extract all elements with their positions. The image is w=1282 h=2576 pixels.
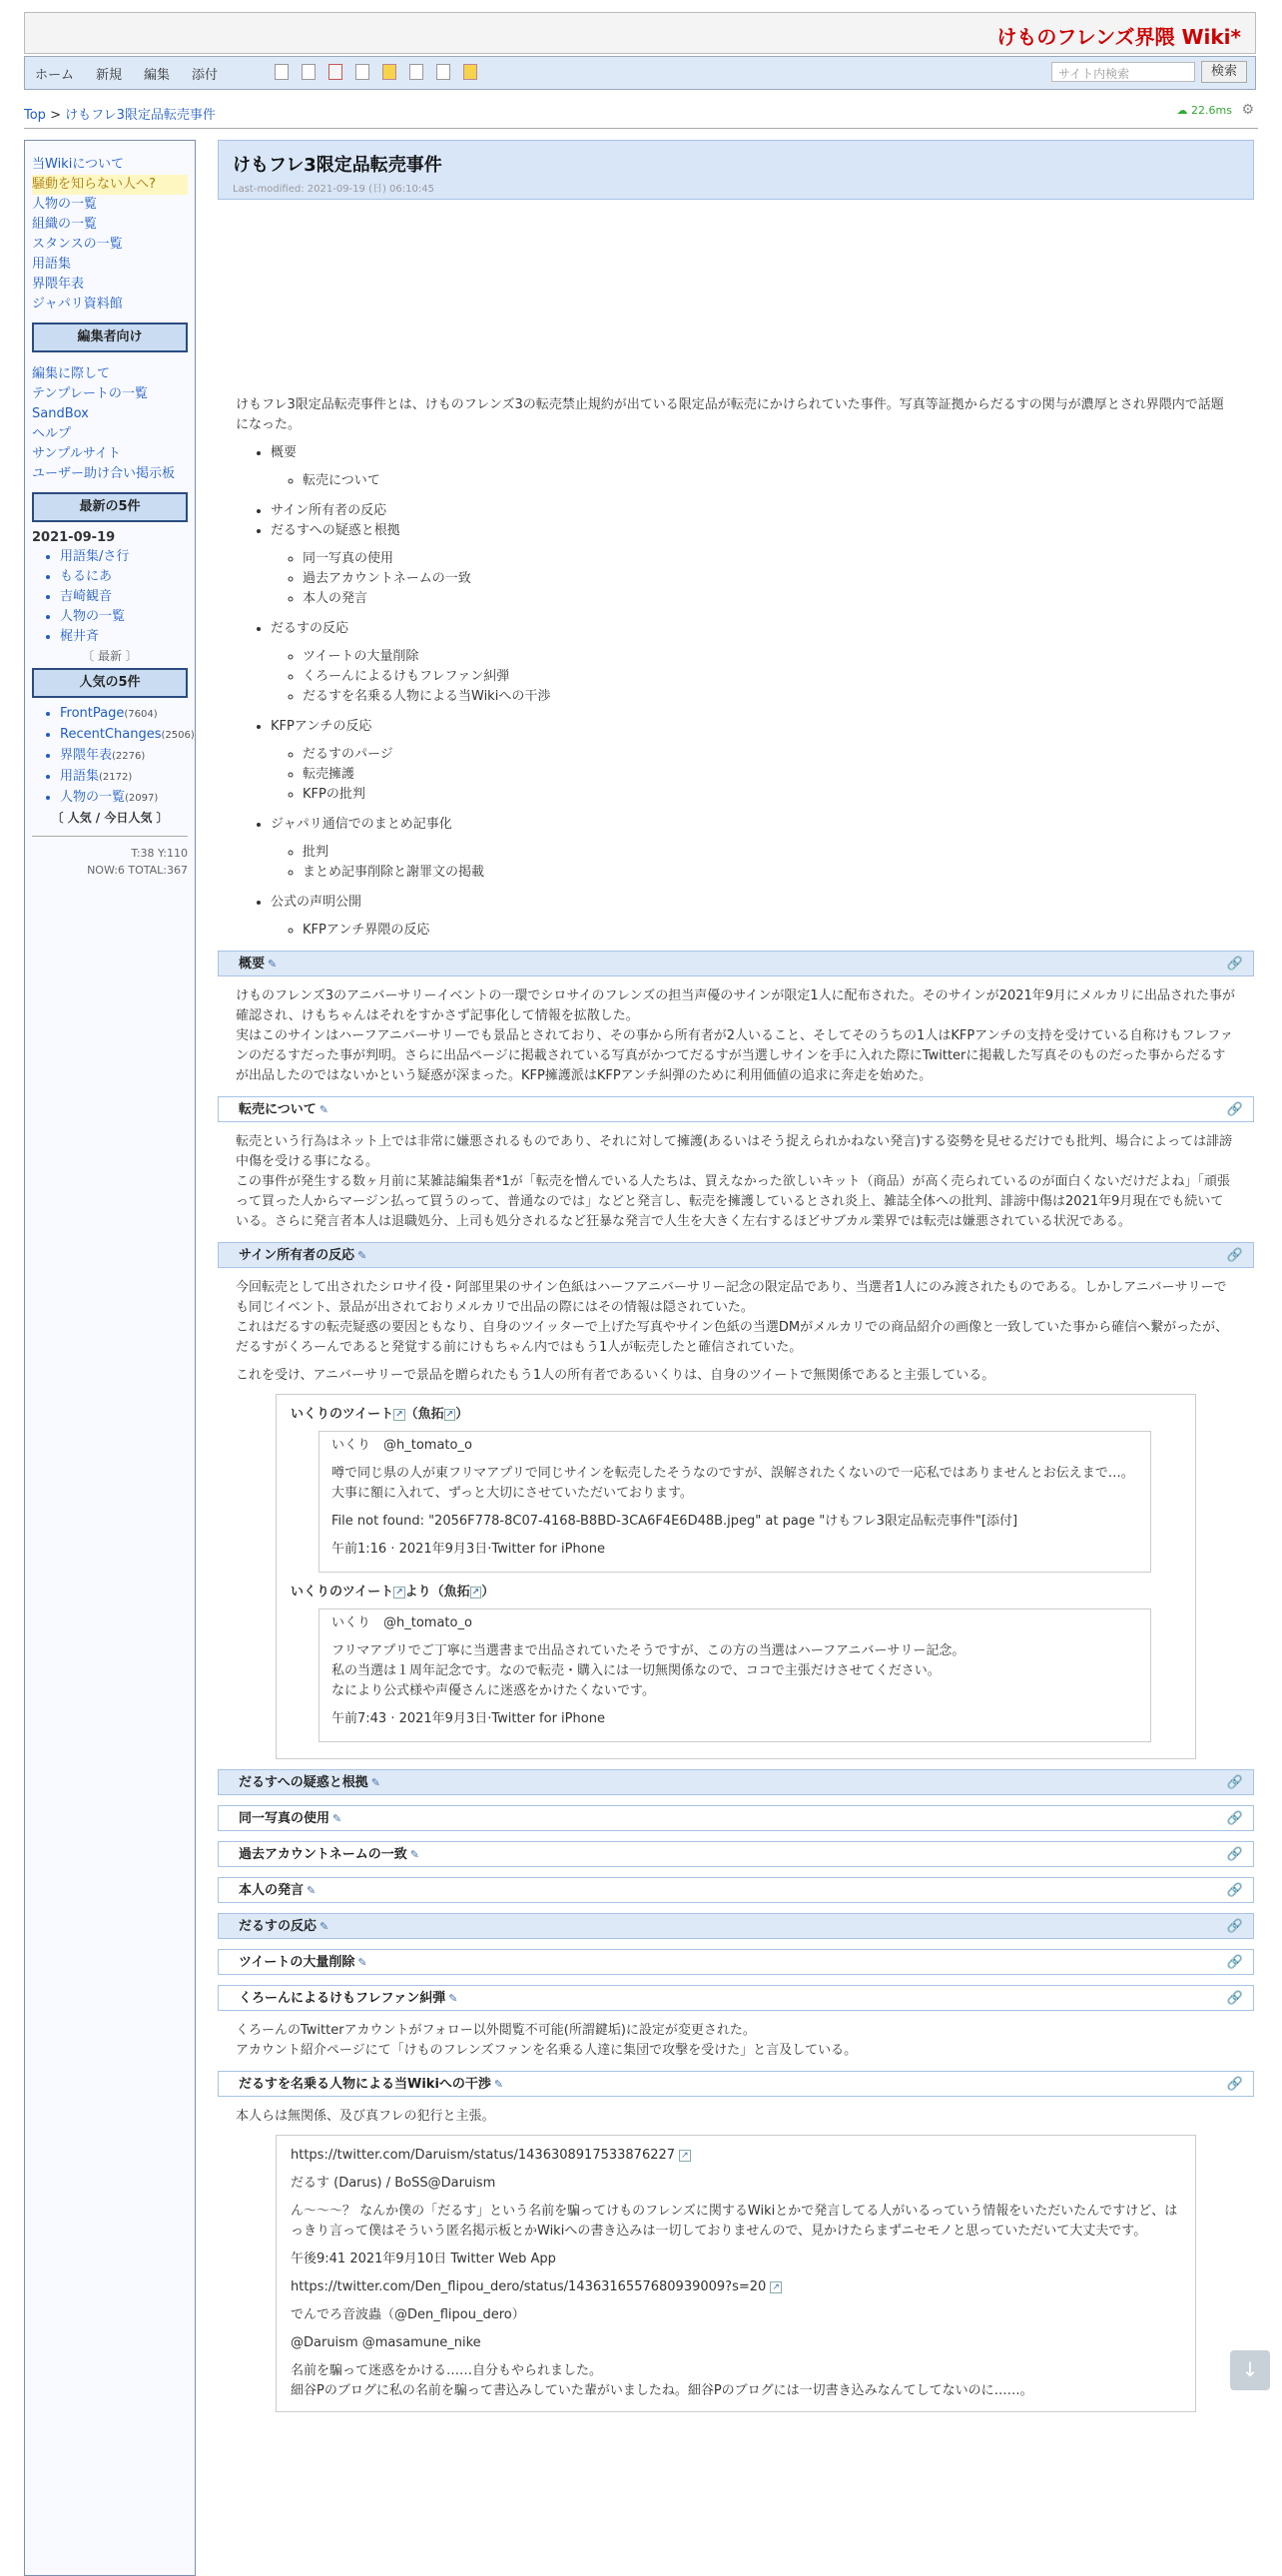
main-nav xyxy=(35,64,218,83)
sidebar-link-glossary[interactable]: 用語集 xyxy=(32,257,72,272)
section-heading: 概要 ✎ 🔗 xyxy=(218,951,1254,976)
tweet-text: 噂で同じ県の人が東フリマアプリで同じサインを転売したそうなのですが、誤解されたくないので一応私ではありませんとお伝えまで…。 xyxy=(331,1466,1134,1481)
toc-subitem[interactable]: ◦ 転売について xyxy=(303,471,1236,491)
edit-icon[interactable]: ✎ xyxy=(332,1812,342,1825)
edit-icon[interactable]: ✎ xyxy=(268,958,278,970)
anchor-link-icon[interactable]: 🔗 xyxy=(1226,1811,1243,1826)
list-item[interactable]: • 用語集(2172) xyxy=(60,767,188,788)
ad-space xyxy=(218,200,1254,395)
list-item[interactable]: • 吉崎観音 xyxy=(60,587,188,607)
page-title: けもフレ3限定品転売事件 xyxy=(233,155,442,176)
section-heading: くろーんによるけもフレファン糾弾 ✎ 🔗 xyxy=(218,1985,1254,2011)
article-body xyxy=(218,395,1254,2412)
list-item[interactable]: • 界隈年表(2276) xyxy=(60,746,188,767)
list-item[interactable]: • 梶井斉 xyxy=(60,627,188,647)
sidebar-link-orgs[interactable]: 組織の一覧 xyxy=(32,217,98,232)
copy-icon[interactable] xyxy=(409,64,423,80)
sidebar-link-editing[interactable]: 編集に際して xyxy=(32,366,111,381)
section-heading: だるすへの疑惑と根拠 ✎ 🔗 xyxy=(218,1769,1254,1795)
section-heading: だるすを名乗る人物による当Wikiへの干渉 ✎ 🔗 xyxy=(218,2071,1254,2097)
tweet-text: ん～～～？ なんか僕の「だるす」という名前を騙ってけものフレンズに関するWikiとかで発言してる人がいるっていう情報をいただいたんですけど、はっきり言って僕はそういう匿名掲示板とかWikiへの書き込みは一切しておりませんので、見かけたらまずニセモノと思っていただいて大丈夫です。 xyxy=(291,2204,1178,2239)
tweet-text: 私の当選は１周年記念です。なので転売・購入には一切無関係なので、ココで主張だけさせてください。 xyxy=(331,1663,941,1678)
toc-item[interactable]: • KFPアンチの反応 ◦ だるすのパージ ◦ 転売擁護 ◦ KFPの批判 xyxy=(271,717,1236,805)
perf-time: ☁ 22.6ms xyxy=(1176,104,1232,117)
paragraph: くろーんのTwitterアカウントがフォロー以外閲覧不可能(所謂鍵垢)に設定が変更された。 xyxy=(236,2023,756,2038)
sidebar-link-timeline[interactable]: 界隈年表 xyxy=(32,277,85,292)
toc-subitem[interactable]: ◦ 同一写真の使用 xyxy=(303,549,1236,569)
sidebar-link-sample[interactable]: サンプルサイト xyxy=(32,446,121,461)
quote-box xyxy=(276,1394,1196,1759)
list-item[interactable]: • RecentChanges(2506) xyxy=(60,725,188,746)
table-of-contents xyxy=(236,443,1236,941)
toc-item[interactable]: • だるすの反応 ◦ ツイートの大量削除 ◦ くろーんによるけもフレファン糾弾 ◦ だるすを名乗る人物による当Wikiへの干渉 xyxy=(271,619,1236,707)
toc-subitem[interactable]: ◦ 過去アカウントネームの一致 xyxy=(303,569,1236,589)
sidebar-link-sandbox[interactable]: SandBox xyxy=(32,406,89,421)
tweet-url[interactable]: https://twitter.com/Den_flipou_dero/status/1436316557680939009?s=20 xyxy=(291,2279,767,2294)
sidebar-recent-heading: 最新の5件 xyxy=(32,492,188,522)
anchor-link-icon[interactable]: 🔗 xyxy=(1226,2077,1243,2092)
paragraph: 本人らは無関係、及び真フレの犯行と主張。 xyxy=(236,2109,495,2124)
tweet-text: 大事に額に入れて、ずっと大切にさせていただいております。 xyxy=(331,1486,693,1501)
sidebar-link-archive[interactable]: ジャパリ資料館 xyxy=(32,297,123,312)
nav-new[interactable]: 新規 xyxy=(96,68,123,83)
section-heading: だるすの反応 ✎ 🔗 xyxy=(218,1913,1254,1939)
toc-subitem[interactable]: ◦ KFPの批判 xyxy=(303,785,1236,805)
edit-icon[interactable]: ✎ xyxy=(409,1848,419,1861)
section-heading: 同一写真の使用 ✎ 🔗 xyxy=(218,1805,1254,1831)
tweet-text: 名前を騙って迷惑をかける……自分もやられました。 xyxy=(291,2363,603,2378)
site-header xyxy=(24,12,1256,54)
toc-item[interactable]: • サイン所有者の反応 xyxy=(271,501,1236,521)
edit-icon[interactable]: ✎ xyxy=(320,1920,329,1933)
toc-subitem[interactable]: ◦ まとめ記事削除と謝罪文の掲載 xyxy=(303,863,1236,883)
tweet-user: でんでろ音波蟲（@Den_flipou_dero） xyxy=(291,2307,525,2322)
anchor-link-icon[interactable]: 🔗 xyxy=(1226,1102,1243,1117)
anchor-link-icon[interactable]: 🔗 xyxy=(1226,1775,1243,1790)
search-button[interactable]: 検索 xyxy=(1201,61,1247,83)
toc-item[interactable]: • だるすへの疑惑と根拠 ◦ 同一写真の使用 ◦ 過去アカウントネームの一致 ◦ 本人の発言 xyxy=(271,521,1236,609)
tool-icons xyxy=(275,64,477,80)
tweet-heading: いくりのツイート ↗ より（魚拓 ↗ ） xyxy=(291,1585,495,1600)
last-modified: Last-modified: 2021-09-19 (日) 06:10:45 xyxy=(233,184,434,195)
edit-icon[interactable]: ✎ xyxy=(448,1992,458,2005)
gear-icon[interactable]: ⚙ xyxy=(1241,102,1254,118)
popular-list xyxy=(32,704,195,809)
paragraph: 実はこのサインはハーフアニバーサリーでも景品とされており、その事から所有者が2人いること、そしてそのうちの1人はKFPアンチの支持を受けている自称けもフレファンのだるすだった事が判明。さらに出品ページに掲載されている写真がかつてだるすが当選しサインを手に入れた際にTwitterに掲載した写真そのものだった事からだるすが出品したのではないかという疑惑が深まった。KFP擁護派はKFPアンチ糾弾のために利用価値の追求に奔走を始めた。 xyxy=(236,1028,1233,1083)
toc-subitem[interactable]: ◦ ツイートの大量削除 xyxy=(303,647,1236,667)
anchor-link-icon[interactable]: 🔗 xyxy=(1226,957,1243,971)
tweet xyxy=(319,1609,1151,1742)
nav-home[interactable]: ホーム xyxy=(35,68,75,83)
edit-icon[interactable]: ✎ xyxy=(307,1884,317,1897)
sidebar-link-templates[interactable]: テンプレートの一覧 xyxy=(32,386,148,401)
site-title[interactable]: けものフレンズ界隈 Wiki* xyxy=(996,25,1241,49)
sidebar-link-about[interactable]: 当Wikiについて xyxy=(32,157,125,172)
external-link-icon[interactable]: ↗ xyxy=(395,1588,403,1598)
toc-subitem[interactable]: ◦ だるすのパージ xyxy=(303,745,1236,765)
breadcrumb-sep: > xyxy=(45,108,66,123)
recent-more-link[interactable]: 〔 最新 〕 xyxy=(82,649,138,663)
paragraph: この事件が発生する数ヶ月前に某雑誌編集者*1が「転売を憎んでいる人たちは、買えなかった欲しいキット（商品）が高く売られているのが面白くないだけだよね」「頑張って買った人からマージン払って買うのって、普通なのでは」などと発言し、転売を擁護しているとされ炎上、雑誌全体への批判、誹謗中傷は2021年9月現在でも続いている。さらに発言者本人は退職処分、上司も処分されるなど狂暴な発言で人生を大きく左右するほどサブカル業界では転売は嫌悪されている状況である。 xyxy=(236,1174,1231,1229)
sidebar-recent-date: 2021-09-19 xyxy=(32,530,116,545)
scroll-down-button[interactable]: ↓ xyxy=(1230,2350,1270,2390)
popular-more-link[interactable]: 〔 人気 / 今日人気 〕 xyxy=(51,811,169,825)
tweet xyxy=(319,1431,1151,1573)
tweet-mention: @Daruism @masamune_nike xyxy=(291,2335,481,2350)
tweet-text: フリマアプリでご丁寧に当選書まで出品されていたそうですが、この方の当選はハーフアニバーサリー記念。 xyxy=(331,1643,965,1658)
quote-box xyxy=(276,2135,1196,2412)
section-heading: 転売について ✎ 🔗 xyxy=(218,1096,1254,1122)
edit-icon[interactable]: ✎ xyxy=(493,2078,504,2091)
tweet-text: なにより公式様や声優さんに迷惑をかけたくないです。 xyxy=(331,1683,655,1698)
toc-subitem[interactable]: ◦ 批判 xyxy=(303,843,1236,863)
title-box xyxy=(218,140,1254,200)
toc-item[interactable]: • ジャパリ通信でのまとめ記事化 ◦ 批判 ◦ まとめ記事削除と謝罪文の掲載 xyxy=(271,815,1236,883)
anchor-link-icon[interactable]: 🔗 xyxy=(1226,1248,1243,1263)
tweet-time: 午前7:43 · 2021年9月3日·Twitter for iPhone xyxy=(331,1711,605,1726)
anchor-link-icon[interactable]: 🔗 xyxy=(1226,1883,1243,1898)
toc-subitem[interactable]: ◦ くろーんによるけもフレファン糾弾 xyxy=(303,667,1236,687)
toc-subitem[interactable]: ◦ だるすを名乗る人物による当Wikiへの干渉 xyxy=(303,687,1236,707)
paragraph: 転売という行為はネット上では非常に嫌悪されるものであり、それに対して擁護(あるいはそう捉えられかねない発言)する姿勢を見せるだけでも批判、場合によっては誹謗中傷を受ける事になる。 xyxy=(236,1134,1233,1169)
list-item[interactable]: • 用語集/さ行 xyxy=(60,547,188,567)
tweet-heading: いくりのツイート ↗ （魚拓 ↗ ） xyxy=(291,1407,469,1422)
sidebar-editor-heading: 編集者向け xyxy=(32,322,188,352)
tweet-file: File not found: "2056F778-8C07-4168-B8BD-3CA6F4E6D48B.jpeg" at page "けもフレ3限定品転売事件"[添付] xyxy=(331,1514,1018,1529)
tweet-user: いくり @h_tomato_o xyxy=(331,1615,472,1630)
edit-icon[interactable]: ✎ xyxy=(370,1776,380,1789)
anchor-link-icon[interactable]: 🔗 xyxy=(1226,1847,1243,1862)
sidebar-link-help[interactable]: ヘルプ xyxy=(32,426,72,441)
breadcrumb xyxy=(24,104,216,123)
paragraph: これはだるすの転売疑惑の要因ともなり、自身のツイッターで上げた写真やサイン色紙の当選DMがメルカリでの商品紹介の画像と一致していた事から確信へ繋がったが、だるすがくろーんであると発覚する前にけもちゃん内ではもう1人が転売したと確信されていた。 xyxy=(236,1320,1229,1355)
search-input[interactable]: サイト内検索 xyxy=(1051,62,1195,82)
list-item[interactable]: • もるにあ xyxy=(60,567,188,587)
counter-2: NOW:6 TOTAL:367 xyxy=(87,864,188,877)
toc-subitem[interactable]: ◦ KFPアンチ界隈の反応 xyxy=(303,921,1236,941)
delete-icon[interactable] xyxy=(328,64,342,80)
section-heading: サイン所有者の反応 ✎ 🔗 xyxy=(218,1242,1254,1268)
sidebar xyxy=(24,140,196,2576)
sidebar-link-board[interactable]: ユーザー助け合い掲示板 xyxy=(32,466,176,481)
toc-item[interactable]: • 公式の声明公開 ◦ KFPアンチ界隈の反応 xyxy=(271,893,1236,941)
divider xyxy=(24,128,1258,129)
list-item[interactable]: • 人物の一覧 xyxy=(60,607,188,627)
paragraph: けものフレンズ3のアニバーサリーイベントの一環でシロサイのフレンズの担当声優のサインが限定1人に配布された。そのサインが2021年9月にメルカリに出品された事が確認され、けもちゃんはそれをすかさず記事化して情報を拡散した。 xyxy=(236,988,1236,1023)
diff-icon[interactable] xyxy=(302,64,316,80)
recent-list xyxy=(32,547,188,647)
external-link-icon[interactable]: ↗ xyxy=(445,1410,454,1420)
breadcrumb-top[interactable]: Top xyxy=(24,108,46,123)
toc-subitem[interactable]: ◦ 転売擁護 xyxy=(303,765,1236,785)
section-heading: 本人の発言 ✎ 🔗 xyxy=(218,1877,1254,1903)
anchor-link-icon[interactable]: 🔗 xyxy=(1226,1955,1243,1970)
sidebar-popular-heading: 人気の5件 xyxy=(32,668,188,698)
external-link-icon[interactable]: ↗ xyxy=(395,1410,403,1420)
paragraph: アカウント紹介ページにて「けものフレンズファンを名乗る人達に集団で攻撃を受けた」と言及している。 xyxy=(236,2043,858,2058)
toolbar xyxy=(24,56,1256,90)
sidebar-link-people[interactable]: 人物の一覧 xyxy=(32,197,98,212)
edit-icon[interactable]: ✎ xyxy=(357,1956,367,1969)
external-link-icon[interactable]: ↗ xyxy=(471,1588,480,1598)
rename-icon[interactable] xyxy=(436,64,450,80)
counter-1: T:38 Y:110 xyxy=(131,847,188,860)
external-link-icon[interactable]: ↗ xyxy=(772,2282,780,2292)
sidebar-link-stances[interactable]: スタンスの一覧 xyxy=(32,237,123,252)
edit-icon[interactable]: ✎ xyxy=(357,1249,367,1262)
toc-subitem[interactable]: ◦ 本人の発言 xyxy=(303,589,1236,609)
edit-icon[interactable] xyxy=(275,64,289,80)
section-heading: ツイートの大量削除 ✎ 🔗 xyxy=(218,1949,1254,1975)
tweet-time: 午後9:41 2021年9月10日 Twitter Web App xyxy=(291,2252,556,2266)
attach-icon[interactable] xyxy=(463,64,477,80)
tweet-user: だるす (Darus) / BoSS@Daruism xyxy=(291,2176,496,2191)
main-content xyxy=(218,140,1254,2422)
tweet-text: 細谷Pのブログに私の名前を騙って書込みしていた輩がいましたね。細谷Pのブログには一切書き込みなんてしてないのに……。 xyxy=(291,2383,1033,2398)
tweet-time: 午前1:16 · 2021年9月3日·Twitter for iPhone xyxy=(331,1542,605,1557)
paragraph: これを受け、アニバーサリーで景品を贈られたもう1人の所有者であるいくりは、自身のツイートで無関係であると主張している。 xyxy=(236,1368,995,1383)
edit-icon[interactable]: ✎ xyxy=(319,1103,328,1116)
backup-icon[interactable] xyxy=(355,64,369,80)
nav-edit[interactable]: 編集 xyxy=(144,68,171,83)
breadcrumb-page[interactable]: けもフレ3限定品転売事件 xyxy=(65,108,216,123)
tweet-url[interactable]: https://twitter.com/Daruism/status/1436308917533876227 xyxy=(291,2148,676,2163)
external-link-icon[interactable]: ↗ xyxy=(681,2151,689,2161)
freeze-icon[interactable] xyxy=(382,64,396,80)
sidebar-link-newcomers[interactable]: 騒動を知らない人へ? xyxy=(32,175,188,195)
toc-item[interactable]: • 概要 ◦ 転売について xyxy=(271,443,1236,491)
intro-paragraph: けもフレ3限定品転売事件とは、けものフレンズ3の転売禁止規約が出ている限定品が転売にかけられていた事件。写真等証拠からだるすの関与が濃厚とされ界隈内で話題になった。 xyxy=(236,397,1224,432)
anchor-link-icon[interactable]: 🔗 xyxy=(1226,1991,1243,2006)
section-heading: 過去アカウントネームの一致 ✎ 🔗 xyxy=(218,1841,1254,1867)
tweet-user: いくり @h_tomato_o xyxy=(331,1438,472,1453)
list-item[interactable]: • 人物の一覧(2097) xyxy=(60,788,188,809)
nav-attach[interactable]: 添付 xyxy=(192,68,219,83)
paragraph: 今回転売として出されたシロサイ役・阿部里果のサイン色紙はハーフアニバーサリー記念の限定品であり、当選者1人にのみ渡されたものである。しかしアニバーサリーでも同じイベント、景品が出されておりメルカリで出品の際にはその情報は隠されていた。 xyxy=(236,1280,1227,1315)
list-item[interactable]: • FrontPage(7604) xyxy=(60,704,188,725)
cloud-icon: ☁ xyxy=(1176,104,1188,117)
anchor-link-icon[interactable]: 🔗 xyxy=(1226,1919,1243,1934)
